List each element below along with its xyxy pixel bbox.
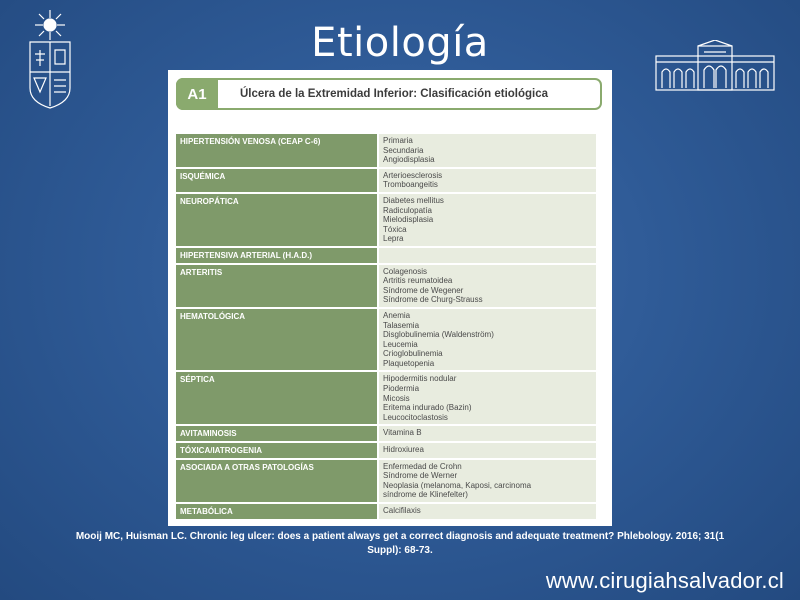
citation — [40, 530, 760, 558]
table-row — [176, 134, 596, 168]
category-cell: NEUROPÁTICA — [176, 193, 378, 247]
list-item: Primaria — [383, 136, 413, 145]
category-cell: HIPERTENSIÓN VENOSA (CEAP C-6) — [176, 134, 378, 168]
footer-url: www.cirugiahsalvador.cl — [545, 568, 784, 593]
list-item: Anemia — [383, 310, 411, 320]
items-cell — [378, 425, 596, 442]
figure-badge: A1 — [176, 78, 218, 110]
category-cell: ASOCIADA A OTRAS PATOLOGÍAS — [176, 459, 378, 503]
list-item: Disglobulinemia (Waldenström) — [383, 330, 494, 340]
table-row — [176, 247, 596, 264]
list-item: Secundaria — [383, 145, 424, 155]
list-item: Radiculopatía — [383, 205, 432, 215]
items-cell — [378, 193, 596, 247]
list-item: Diabetes mellitus — [383, 195, 444, 205]
table-row — [176, 442, 596, 459]
list-item: Neoplasia (melanoma, Kaposi, carcinoma — [383, 480, 532, 490]
classification-table — [176, 134, 596, 521]
list-item: Micosis — [383, 393, 410, 403]
category-cell: ARTERITIS — [176, 264, 378, 308]
items-cell — [378, 459, 596, 503]
category-cell: SÉPTICA — [176, 371, 378, 425]
category-cell: TÓXICA/IATROGENIA — [176, 442, 378, 459]
table-row — [176, 308, 596, 372]
list-item: Artritis reumatoidea — [383, 276, 453, 286]
list-item: Arterioesclerosis — [383, 170, 443, 180]
category-cell: HIPERTENSIVA ARTERIAL (H.A.D.) — [176, 247, 378, 264]
items-cell — [378, 371, 596, 425]
table-row — [176, 193, 596, 247]
table-row — [176, 425, 596, 442]
list-item: Vitamina B — [383, 428, 422, 438]
items-cell — [378, 168, 596, 193]
table-row — [176, 503, 596, 520]
list-item: Hipodermitis nodular — [383, 374, 457, 384]
list-item: Tromboangeitis — [383, 180, 438, 190]
list-item: Mielodisplasia — [383, 215, 434, 225]
list-item: Angiodisplasia — [383, 155, 435, 165]
list-item: Lepra — [383, 234, 404, 244]
slide-title: Etiología — [311, 20, 489, 66]
table-row — [176, 459, 596, 503]
table-row — [176, 168, 596, 193]
category-cell: AVITAMINOSIS — [176, 425, 378, 442]
items-cell — [378, 247, 596, 264]
category-cell: METABÓLICA — [176, 503, 378, 520]
items-cell — [378, 308, 596, 372]
items-cell — [378, 264, 596, 308]
table-row — [176, 371, 596, 425]
list-item: Síndrome de Wegener — [383, 285, 464, 295]
category-cell: HEMATOLÓGICA — [176, 308, 378, 372]
list-item: Leucocitoclastosis — [383, 412, 448, 422]
list-item: Leucemia — [383, 339, 418, 349]
table-row — [176, 264, 596, 308]
items-cell — [378, 134, 596, 168]
list-item: Síndrome de Churg-Strauss — [383, 295, 483, 305]
list-item: Talasemia — [383, 320, 420, 330]
list-item: Tóxica — [383, 224, 407, 234]
list-item: Colagenosis — [383, 266, 428, 276]
list-item: síndrome de Klinefelter) — [383, 490, 468, 500]
citation-line-1: Mooij MC, Huisman LC. Chronic leg ulcer: does a patient always get a correct diagnosis and adequate treatment? Phlebology. 2016; 31(1 — [75, 531, 725, 542]
list-item: Crioglobulinemia — [383, 349, 443, 359]
list-item: Plaquetopenia — [383, 358, 435, 368]
list-item: Eritema indurado (Bazin) — [383, 403, 472, 413]
list-item: Síndrome de Werner — [383, 471, 458, 481]
citation-line-2: Suppl): 68-73. — [367, 545, 433, 556]
items-cell — [378, 503, 596, 520]
list-item: Piodermia — [383, 384, 420, 394]
classification-figure — [168, 70, 612, 526]
items-cell — [378, 442, 596, 459]
list-item: Enfermedad de Crohn — [383, 461, 462, 471]
category-cell: ISQUÉMICA — [176, 168, 378, 193]
figure-heading: Úlcera de la Extremidad Inferior: Clasificación etiológica — [240, 88, 549, 100]
list-item: Calcifilaxis — [383, 506, 421, 515]
list-item: Hidroxiurea — [383, 445, 424, 455]
